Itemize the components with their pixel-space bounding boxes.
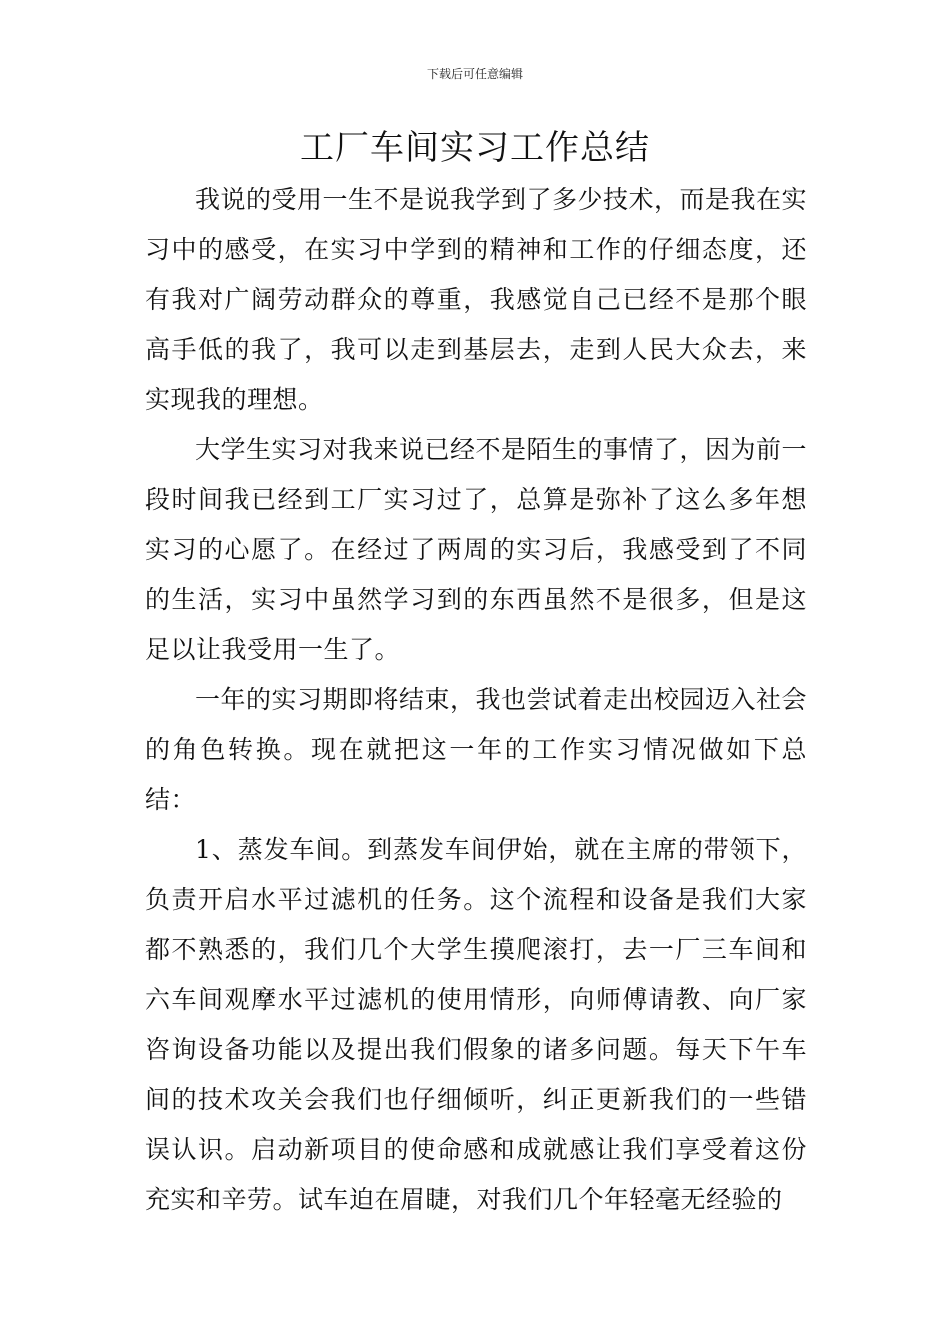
paragraph-2: 大学生实习对我来说已经不是陌生的事情了，因为前一段时间我已经到工厂实习过了，总算是弥补了这么多年想实习的心愿了。在经过了两周的实习后，我感受到了不同的生活，实习中虽然学习到的东西虽然不是很多，但是这足以让我受用一生了。 (145, 435, 808, 664)
paragraph-3: 一年的实习期即将结束，我也尝试着走出校园迈入社会的角色转换。现在就把这一年的工作实习情况做如下总结： (145, 685, 808, 814)
document-title: 工厂车间实习工作总结 (300, 128, 650, 168)
paragraph-4: 1、蒸发车间。到蒸发车间伊始，就在主席的带领下，负责开启水平过滤机的任务。这个流程和设备是我们大家都不熟悉的，我们几个大学生摸爬滚打，去一厂三车间和六车间观摩水平过滤机的使用情形，向师傅请教、向厂家咨询设备功能以及提出我们假象的诸多问题。每天下午车间的技术攻关会我们也仔细倾听，纠正更新我们的一些错误认识。启动新项目的使命感和成就感让我们享受着这份充实和辛劳。试车迫在眉睫，对我们几个年轻毫无经验的 (145, 835, 807, 1214)
paragraph-1: 我说的受用一生不是说我学到了多少技术，而是我在实习中的感受，在实习中学到的精神和工作的仔细态度，还有我对广阔劳动群众的尊重，我感觉自己已经不是那个眼高手低的我了，我可以走到基层去，走到人民大众去，来实现我的理想。 (145, 185, 808, 414)
header-note: 下载后可任意编辑 (426, 67, 523, 81)
document-body (145, 175, 807, 1225)
